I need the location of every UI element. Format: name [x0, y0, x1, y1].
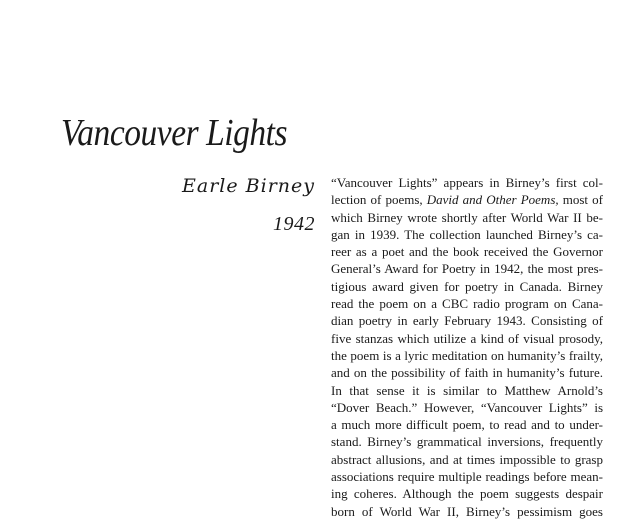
- body-line: born of World War II, Birney’s pessimism goes: [331, 503, 603, 519]
- body-line: and on the possibility of faith in humanity’s future.: [331, 365, 603, 381]
- body-line: lection of poems, David and Other Poems, most of: [331, 192, 603, 208]
- body-line: the poem is a lyric meditation on humanity’s frailty,: [331, 347, 603, 363]
- essay-body: [331, 174, 603, 520]
- body-line: General’s Award for Poetry in 1942, the most pres-: [331, 261, 603, 277]
- body-line: tigious award given for poetry in Canada. Birney: [331, 278, 603, 294]
- poem-year: 1942: [273, 213, 315, 235]
- body-line: associations require multiple readings before mean-: [331, 469, 603, 485]
- poem-title: Vancouver Lights: [61, 112, 288, 154]
- body-line: “Dover Beach.” However, “Vancouver Lights” is: [331, 399, 603, 415]
- body-line: abstract allusions, and at times impossible to grasp: [331, 451, 603, 467]
- body-line: gan in 1939. The collection launched Birney’s ca-: [331, 226, 603, 242]
- poem-author: Earle Birney: [182, 175, 315, 197]
- body-line: ing coheres. Although the poem suggests despair: [331, 486, 603, 502]
- body-line: reer as a poet and the book received the Governor: [331, 244, 603, 260]
- body-line: dian poetry in early February 1943. Consisting of: [331, 313, 603, 329]
- body-line: read the poem on a CBC radio program on Cana-: [331, 296, 603, 312]
- body-line: “Vancouver Lights” appears in Birney’s first col-: [331, 175, 603, 190]
- body-line: stand. Birney’s grammatical inversions, frequently: [331, 434, 603, 450]
- body-line: five stanzas which utilize a kind of visual prosody,: [331, 330, 603, 346]
- body-line: In that sense it is similar to Matthew Arnold’s: [331, 382, 603, 398]
- book-title: David and Other Poems,: [426, 192, 559, 208]
- body-line: which Birney wrote shortly after World War II be-: [331, 209, 603, 225]
- body-line: a much more difficult poem, to read and to under-: [331, 417, 603, 433]
